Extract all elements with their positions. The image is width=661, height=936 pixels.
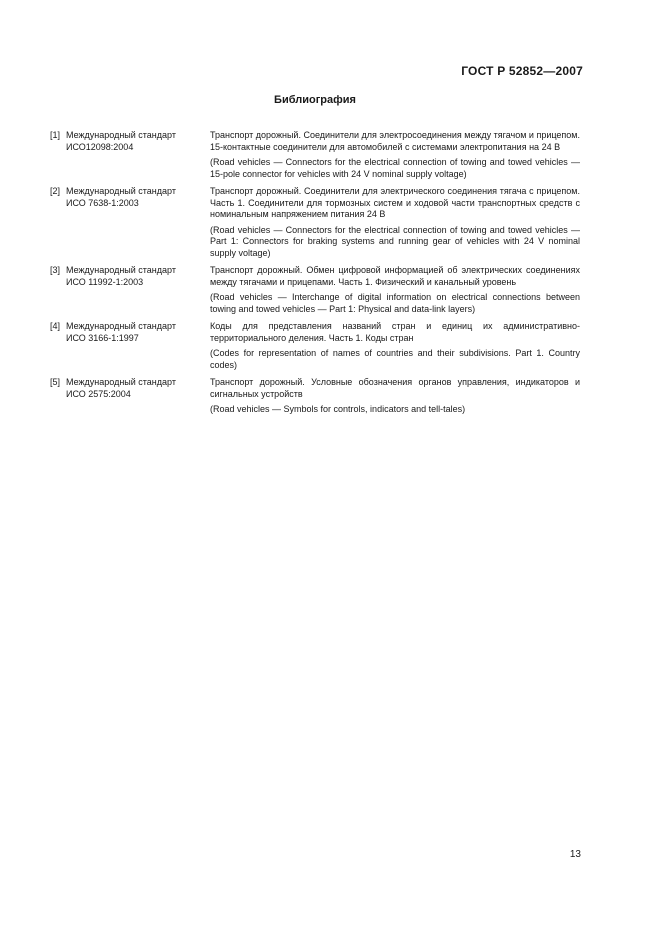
page-title: Библиография [274, 94, 356, 106]
entry-number: [2] [50, 186, 61, 196]
entry-number: [4] [50, 321, 61, 331]
bibliography-entry [50, 265, 580, 317]
entry-title-ru: Коды для представления названий стран и единиц их административно-территориального деления. Часть 1. Коды стран [210, 321, 580, 343]
entry-reference [50, 321, 210, 373]
entry-title-ru: Транспорт дорожный. Соединители для электрического соединения тягача с прицепом. Часть 1. Соединители для тормозных систем и ходовой части транспортных средств с номинальным напряжением питания 24 В [210, 186, 580, 219]
entry-number: [1] [50, 130, 61, 140]
entry-reference [50, 265, 210, 317]
entry-title-en: (Road vehicles — Symbols for controls, indicators and tell-tales) [210, 404, 466, 414]
entry-title-ru: Транспорт дорожный. Условные обозначения органов управления, индикаторов и сигнальных устройств [210, 377, 580, 399]
entry-title-ru: Транспорт дорожный. Обмен цифровой информацией об электрических соединениях между тягачами и прицепами. Часть 1. Физический и канальный уровень [210, 265, 580, 287]
entry-reference [50, 186, 210, 261]
entry-reference [50, 130, 210, 182]
entry-title-ru: Транспорт дорожный. Соединители для электросоединения между тягачом и прицепом. 15-контактные соединители для автомобилей с системами электропитания на 24 В [210, 130, 580, 152]
entry-code: ИСО 11992-1:2003 [66, 276, 144, 287]
bibliography-entry [50, 377, 580, 418]
entry-description [210, 186, 580, 261]
entry-code: ИСО 3166-1:1997 [66, 332, 139, 343]
page-number: 13 [569, 849, 581, 860]
entry-code: ИСО 7638-1:2003 [66, 197, 139, 208]
entry-description [210, 377, 580, 418]
entry-description [210, 130, 580, 182]
entry-code: ИСО12098:2004 [66, 141, 134, 152]
entry-type: Международный стандарт [66, 321, 176, 331]
entry-description [210, 265, 580, 317]
entry-type: Международный стандарт [66, 265, 176, 275]
entry-title-en: (Codes for representation of names of countries and their subdivisions. Part 1. Country codes) [210, 348, 580, 370]
bibliography-list [50, 130, 580, 422]
entry-number: [5] [50, 377, 61, 387]
entry-reference [50, 377, 210, 418]
bibliography-entry [50, 186, 580, 261]
entry-number: [3] [50, 265, 61, 275]
entry-title-en: (Road vehicles — Connectors for the electrical connection of towing and towed vehicles — Part 1: Connectors for braking systems and running gear of vehicles with 24 V nominal supply voltage) [210, 224, 580, 258]
document-code: ГОСТ Р 52852—2007 [461, 64, 583, 78]
entry-type: Международный стандарт [66, 186, 176, 196]
entry-title-en: (Road vehicles — Interchange of digital information on electrical connections between towing and towed vehicles — Part 1: Physical and data-link layers) [210, 292, 580, 314]
bibliography-entry [50, 321, 580, 373]
entry-title-en: (Road vehicles — Connectors for the electrical connection of towing and towed vehicles — 15-pole connector for vehicles with 24 V nominal supply voltage) [210, 157, 580, 179]
entry-type: Международный стандарт [66, 130, 176, 140]
entry-type: Международный стандарт [66, 377, 176, 387]
entry-code: ИСО 2575:2004 [66, 388, 131, 399]
entry-description [210, 321, 580, 373]
bibliography-entry [50, 130, 580, 182]
